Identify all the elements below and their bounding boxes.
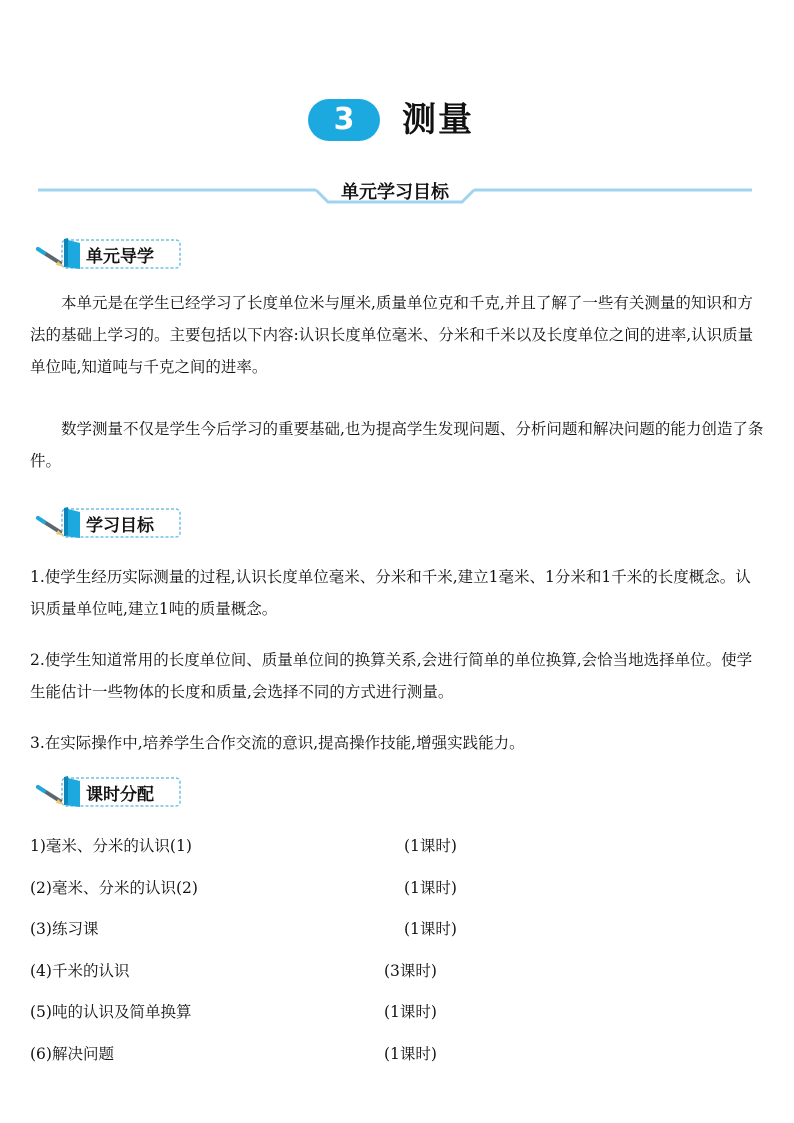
goal-item-2: 2.使学生知道常用的长度单位间、质量单位间的换算关系,会进行简单的单位换算,会恰当地选择单位。使学生能估计一些物体的长度和质量,会选择不同的方式进行测量。	[30, 651, 753, 701]
section-banner	[38, 172, 752, 208]
schedule-hours: (1课时)	[404, 920, 457, 938]
section-label-schedule: 课时分配	[86, 785, 154, 805]
schedule-hours: (1课时)	[384, 1003, 437, 1021]
section-label-goals: 学习目标	[86, 516, 154, 536]
goal-item-3: 3.在实际操作中,培养学生合作交流的意识,提高操作技能,增强实践能力。	[30, 734, 525, 752]
schedule-hours: (1课时)	[384, 1045, 437, 1063]
schedule-row	[30, 876, 630, 900]
schedule-row	[30, 1042, 630, 1066]
intro-paragraph-1: 本单元是在学生已经学习了长度单位米与厘米,质量单位克和千克,并且了解了一些有关测量的知识和方法的基础上学习的。主要包括以下内容:认识长度单位毫米、分米和千米以及长度单位之间的进率,认识质量单位吨,知道吨与千克之间的进率。	[30, 294, 754, 376]
section-tag-goals	[34, 506, 184, 540]
section-tag-intro	[34, 237, 184, 271]
goal-item-1: 1.使学生经历实际测量的过程,认识长度单位毫米、分米和千米,建立1毫米、1分米和1千米的长度概念。认识质量单位吨,建立1吨的质量概念。	[30, 568, 751, 618]
schedule-row	[30, 959, 630, 983]
unit-number-badge: 3	[308, 99, 380, 141]
schedule-lesson: 1)毫米、分米的认识(1)	[30, 837, 192, 855]
schedule-lesson: (3)练习课	[30, 920, 99, 938]
schedule-lesson: (6)解决问题	[30, 1045, 114, 1063]
schedule-hours: (1课时)	[404, 879, 457, 897]
unit-title: 测量	[402, 100, 474, 140]
schedule-row	[30, 1000, 630, 1024]
schedule-hours: (1课时)	[404, 837, 457, 855]
unit-heading	[0, 99, 794, 145]
section-label-intro: 单元导学	[86, 247, 154, 267]
schedule-lesson: (5)吨的认识及简单换算	[30, 1003, 192, 1021]
schedule-lesson: (2)毫米、分米的认识(2)	[30, 879, 198, 897]
banner-title: 单元学习目标	[341, 182, 449, 203]
schedule-lesson: (4)千米的认识	[30, 962, 130, 980]
section-tag-schedule	[34, 775, 184, 809]
schedule-row	[30, 917, 630, 941]
intro-paragraph-2: 数学测量不仅是学生今后学习的重要基础,也为提高学生发现问题、分析问题和解决问题的能力创造了条件。	[30, 420, 764, 470]
schedule-row	[30, 834, 630, 858]
schedule-hours: (3课时)	[384, 962, 437, 980]
